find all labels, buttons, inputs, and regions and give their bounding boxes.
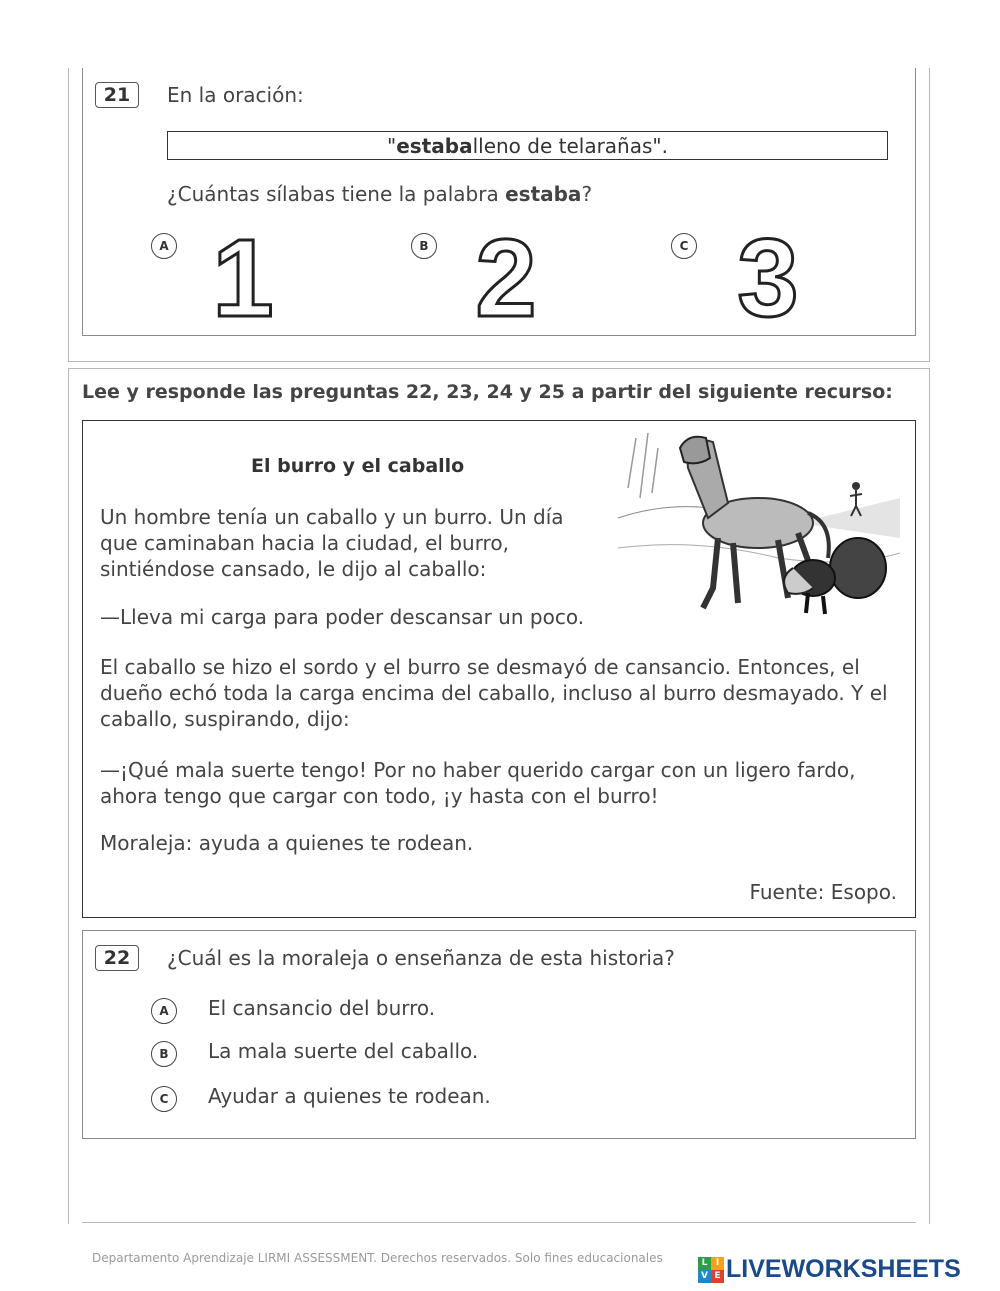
choice-b-circle[interactable]: B <box>151 1041 177 1067</box>
answer-option-a-value: 1 <box>212 226 274 326</box>
choice-a-text[interactable]: El cansancio del burro. <box>208 996 436 1020</box>
answer-option-c-value: 3 <box>737 226 799 326</box>
choice-a-circle[interactable]: A <box>151 998 177 1024</box>
story-paragraph-2: —Lleva mi carga para poder descansar un poco. <box>100 605 585 629</box>
footer-divider <box>82 1222 916 1223</box>
choice-c-text[interactable]: Ayudar a quienes te rodean. <box>208 1084 491 1108</box>
choice-c-circle[interactable]: C <box>151 1086 177 1112</box>
logo-letter-v: V <box>698 1270 711 1283</box>
answer-option-a[interactable] <box>200 226 290 326</box>
question-22-number: 22 <box>95 945 139 971</box>
horse-donkey-illustration <box>618 428 900 620</box>
prompt-bold-word: estaba <box>505 182 582 206</box>
question-22-prompt: ¿Cuál es la moraleja o enseñanza de esta historia? <box>167 946 675 970</box>
prompt-before: ¿Cuántas sílabas tiene la palabra <box>167 182 506 206</box>
answer-option-b-value: 2 <box>475 226 537 326</box>
answer-option-b[interactable] <box>458 226 558 326</box>
answer-option-c[interactable] <box>720 226 820 326</box>
reading-instruction: Lee y responde las preguntas 22, 23, 24 y 25 a partir del siguiente recurso: <box>82 381 893 403</box>
option-a-circle[interactable]: A <box>151 233 177 259</box>
sentence-rest: lleno de telarañas". <box>472 133 668 158</box>
logo-letter-i: I <box>711 1257 724 1270</box>
logo-letter-l: L <box>698 1257 711 1270</box>
choice-b-text[interactable]: La mala suerte del caballo. <box>208 1039 479 1063</box>
question-21-intro: En la oración: <box>167 83 304 107</box>
prompt-after: ? <box>581 182 593 206</box>
story-source: Fuente: Esopo. <box>749 880 897 904</box>
logo-letter-e: E <box>711 1270 724 1283</box>
quoted-sentence <box>167 131 888 160</box>
brand-name: LIVEWORKSHEETS <box>726 1255 961 1283</box>
option-c-circle[interactable]: C <box>671 233 697 259</box>
story-moral: Moraleja: ayuda a quienes te rodean. <box>100 831 474 855</box>
liveworksheets-logo-icon <box>698 1257 724 1283</box>
liveworksheets-brand[interactable] <box>698 1255 961 1284</box>
option-b-circle[interactable]: B <box>411 233 437 259</box>
question-21-number: 21 <box>95 82 139 108</box>
story-paragraph-3: El caballo se hizo el sordo y el burro se desmayó de cansancio. Entonces, el dueño echó toda la carga encima del caballo, incluso al burro desmayado. Y el caballo, suspirando, dijo: <box>100 655 888 731</box>
footer-copyright: Departamento Aprendizaje LIRMI ASSESSMENT. Derechos reservados. Solo fines educacionales <box>92 1251 663 1265</box>
sentence-quote: " <box>387 133 397 158</box>
story-paragraph-1: Un hombre tenía un caballo y un burro. Un día que caminaban hacia la ciudad, el burro, sintiéndose cansado, le dijo al caballo: <box>100 505 564 581</box>
sentence-bold-word: estaba <box>396 133 473 158</box>
story-title: El burro y el caballo <box>251 455 465 477</box>
story-paragraph-4: —¡Qué mala suerte tengo! Por no haber querido cargar con un ligero fardo, ahora tengo que cargar con todo, ¡y hasta con el burro! <box>100 758 856 808</box>
question-21-prompt <box>167 182 592 206</box>
